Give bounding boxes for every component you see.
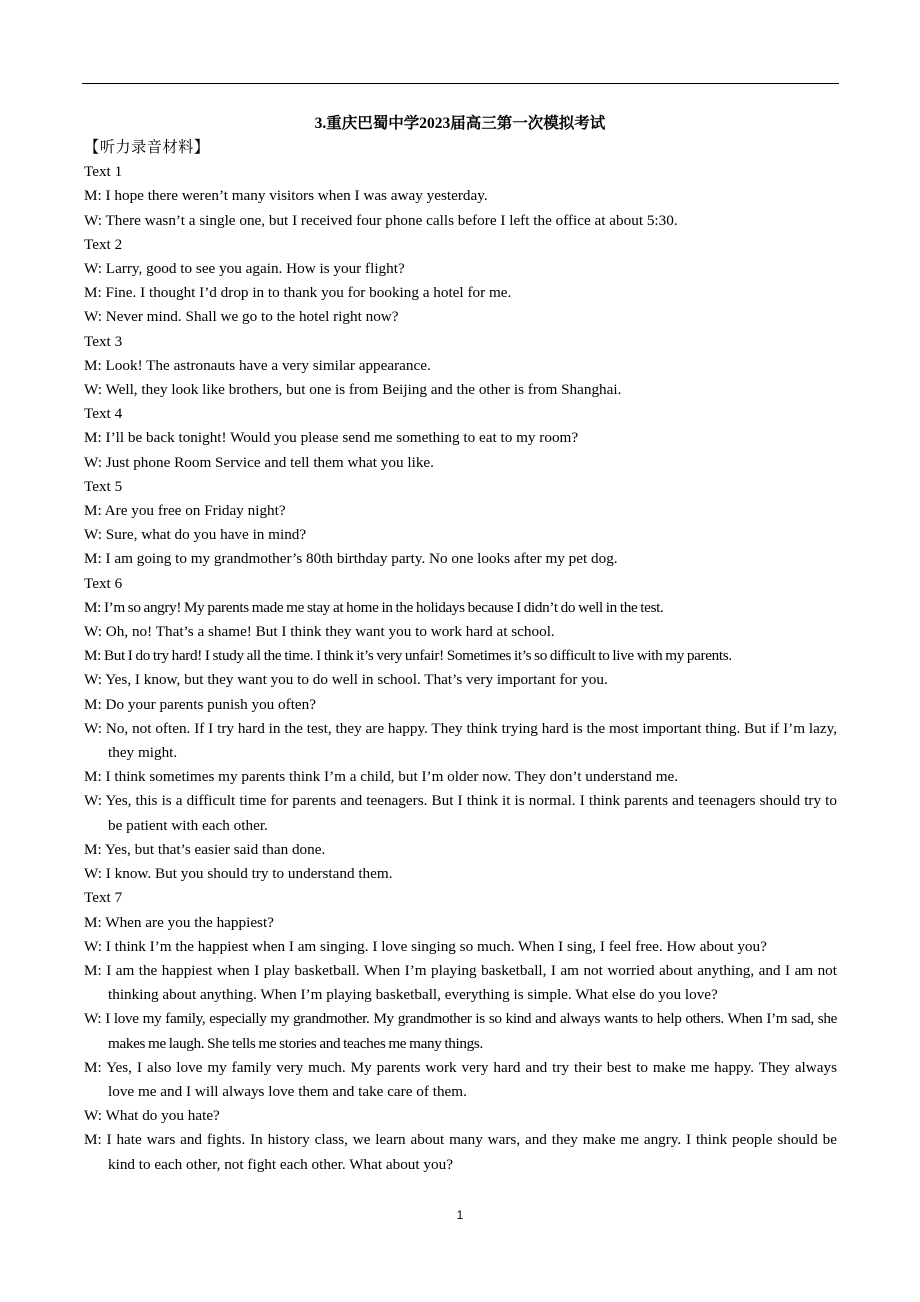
- dialogue-line: M: I think sometimes my parents think I’m a child, but I’m older now. They don’t understand me.: [84, 768, 679, 786]
- dialogue-line: W: I love my family, especially my grandmother. My grandmother is so kind and always wants to help others. When I’m sad, she makes me laugh. She tells me stories and teaches me many things.: [84, 1010, 837, 1052]
- dialogue-line: M: Yes, but that’s easier said than done.: [84, 840, 326, 858]
- dialogue-line: M: But I do try hard! I study all the time. I think it’s very unfair! Sometimes it’s so difficult to live with my parents.: [84, 647, 732, 665]
- section-label: 【听力录音材料】: [84, 139, 210, 156]
- dialogue-line: W: What do you hate?: [84, 1107, 220, 1125]
- page-number: 1: [456, 1208, 464, 1222]
- dialogue-line: W: Well, they look like brothers, but one is from Beijing and the other is from Shanghai.: [84, 381, 622, 399]
- dialogue-line: M: I’ll be back tonight! Would you please send me something to eat to my room?: [84, 429, 579, 447]
- dialogue-line: W: No, not often. If I try hard in the test, they are happy. They think trying hard is the most important thing. But if I’m lazy, they might.: [84, 719, 837, 762]
- text-heading: Text 7: [84, 889, 123, 907]
- dialogue-line: M: I am the happiest when I play basketball. When I’m playing basketball, I am not worried about anything, and I am not thinking about anything. When I’m playing basketball, everything is simple. What else do you love?: [84, 961, 837, 1004]
- document-title: 3.重庆巴蜀中学2023届高三第一次模拟考试: [314, 115, 606, 132]
- dialogue-line: W: Just phone Room Service and tell them what you like.: [84, 453, 434, 471]
- dialogue-line: W: Never mind. Shall we go to the hotel right now?: [84, 308, 399, 326]
- dialogue-line: M: Are you free on Friday night?: [84, 502, 286, 520]
- text-heading: Text 6: [84, 574, 123, 592]
- text-heading: Text 4: [84, 405, 123, 423]
- dialogue-line: M: Do your parents punish you often?: [84, 695, 316, 713]
- text-heading: Text 2: [84, 235, 123, 253]
- dialogue-line: W: Sure, what do you have in mind?: [84, 526, 307, 544]
- dialogue-line: M: I am going to my grandmother’s 80th birthday party. No one looks after my pet dog.: [84, 550, 618, 568]
- text-heading: Text 5: [84, 477, 123, 495]
- dialogue-line: W: I think I’m the happiest when I am singing. I love singing so much. When I sing, I feel free. How about you?: [84, 937, 767, 955]
- text-heading: Text 1: [84, 163, 123, 181]
- transcript-body: [84, 136, 837, 1177]
- dialogue-line: M: I’m so angry! My parents made me stay at home in the holidays because I didn’t do well in the test.: [84, 598, 664, 616]
- header-rule: [82, 83, 839, 84]
- dialogue-line: W: There wasn’t a single one, but I received four phone calls before I left the office at about 5:30.: [84, 211, 678, 229]
- dialogue-line: M: Fine. I thought I’d drop in to thank you for booking a hotel for me.: [84, 284, 512, 302]
- dialogue-line: W: Oh, no! That’s a shame! But I think they want you to work hard at school.: [84, 623, 555, 641]
- dialogue-line: M: Yes, I also love my family very much. My parents work very hard and try their best to make me happy. They always love me and I will always love them and take care of them.: [84, 1058, 837, 1100]
- transcript-lines: [84, 160, 837, 1177]
- dialogue-line: M: When are you the happiest?: [84, 913, 274, 931]
- text-heading: Text 3: [84, 332, 123, 350]
- dialogue-line: M: I hope there weren’t many visitors when I was away yesterday.: [84, 187, 488, 205]
- dialogue-line: W: Larry, good to see you again. How is your flight?: [84, 260, 405, 278]
- dialogue-line: W: I know. But you should try to understand them.: [84, 865, 393, 883]
- dialogue-line: M: Look! The astronauts have a very similar appearance.: [84, 356, 431, 374]
- dialogue-line: W: Yes, I know, but they want you to do well in school. That’s very important for you.: [84, 671, 608, 689]
- dialogue-line: W: Yes, this is a difficult time for parents and teenagers. But I think it is normal. I think parents and teenagers should try to be patient with each other.: [84, 792, 837, 834]
- dialogue-line: M: I hate wars and fights. In history class, we learn about many wars, and they make me angry. I think people should be kind to each other, not fight each other. What about you?: [84, 1131, 837, 1173]
